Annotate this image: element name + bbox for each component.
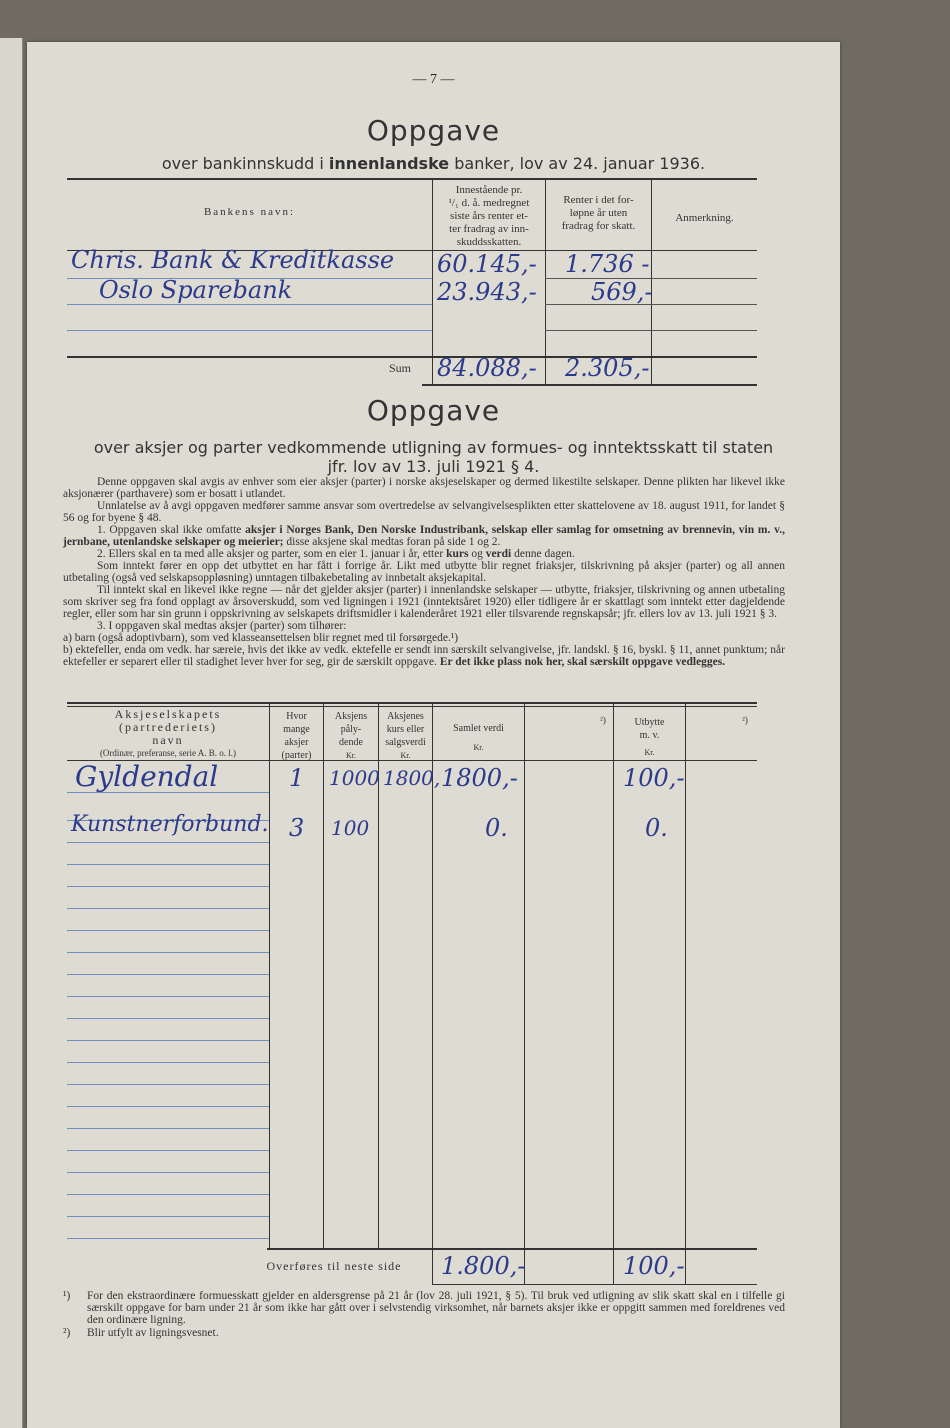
sum-label: Sum	[388, 361, 411, 375]
share-row-2-total: 0.	[485, 814, 508, 842]
sum-balance: 84.088,-	[437, 354, 537, 382]
bank-name-header: Bankens navn:	[203, 206, 296, 218]
note-2-mark-a: ²)	[600, 715, 606, 725]
company-name-header: Aksjeselskapets (partrederiets) navn (Ordinær, preferanse, serie A. B. o. l.)	[99, 707, 237, 758]
bank-row-2-name: Oslo Sparebank	[99, 276, 293, 304]
section2-title: Oppgave	[366, 394, 501, 427]
remarks-header: Anmerkning.	[675, 212, 734, 224]
share-row-2-count: 3	[289, 814, 305, 842]
share-row-1-count: 1	[289, 764, 305, 792]
section1-subtitle: over bankinnskudd i innenlandske banker, lov av 24. januar 1936.	[161, 154, 706, 173]
share-row-1-total: 1800,-	[441, 764, 518, 792]
share-row-2-name: Kunstnerforbund.	[71, 812, 269, 837]
bank-row-1-name: Chris. Bank & Kreditkasse	[71, 246, 395, 274]
bank-row-1-interest: 1.736 -	[565, 250, 650, 278]
share-row-2-dividend: 0.	[645, 814, 668, 842]
share-row-1-nominal: 1000	[329, 766, 380, 790]
sum-interest: 2.305,-	[565, 354, 650, 382]
note-2-mark-b: ²)	[742, 715, 748, 725]
bank-row-2-balance: 23.943,-	[437, 278, 537, 306]
share-row-1-rate: 1800,	[383, 766, 441, 790]
nominal-header: Aksjens påly- dende Kr.	[334, 711, 368, 760]
total-header: Samlet verdi Kr.	[453, 723, 504, 752]
share-row-2-nominal: 100	[331, 816, 370, 840]
share-row-1-dividend: 100,-	[623, 764, 685, 792]
bank-row-1-balance: 60.145,-	[437, 250, 537, 278]
section2-subtitle-1: over aksjer og parter vedkommende utligning av formues- og inntektsskatt til staten	[93, 438, 774, 457]
balance-header: Innestående pr. ¹/₁ d. å. medregnet siste års renter et- ter fradrag av inn- skuddsskatten.	[448, 184, 530, 248]
document-page	[27, 42, 840, 1428]
rate-header: Aksjenes kurs eller salgsverdi Kr.	[385, 711, 426, 760]
carry-forward-total: 1.800,-	[441, 1252, 526, 1280]
previous-page-edge	[0, 38, 23, 1428]
bank-row-2-interest: 569,-	[591, 278, 653, 306]
section2-subtitle-2: jfr. lov av 13. juli 1921 § 4.	[327, 457, 540, 476]
section1-title: Oppgave	[366, 114, 501, 147]
carry-forward-label: Overføres til neste side	[266, 1259, 402, 1273]
footnotes: ¹) For den ekstraordinære formuesskatt gjelder en aldersgrense på 21 år (lov 28. juli 1921, § 5). Til bruk ved utligning av slik skatt skal en i tilfelle gi særskilt oppgave for barn under 21 år som ikke har gått over i selvstendig virksomhet, når barnets aksjer ikke er oppgitt sammen med foreldrenes ved den ordinære ligning. ²) Blir utfylt av ligningsvesnet.	[63, 1290, 785, 1339]
dividend-header: Utbytte m. v. Kr.	[634, 717, 665, 757]
instructions: Denne oppgaven skal avgis av enhver som eier aksjer (parter) i norske aksjeselskaper og dermed likestilte selskaper. Denne plikten har likevel ikke aksjonærer (parthavere) som er bosatt i utlandet. Unnlatelse av å avgi oppgaven medfører samme ansvar som overtredelse av selvangivelsesplikten etter skattelovene av 18. august 1911, for landet § 56 og for byene § 48. 1. Oppgaven skal ikke omfatte aksjer i Norges Bank, Den Norske Industribank, selskap eller samlag for omsetning av brennevin, vin m. v., jernbane, utenlandske selskaper og meierier; disse aksjene skal medtas foran på side 1 og 2. 2. Ellers skal en ta med alle aksjer og parter, som en eier 1. januar i år, etter kurs og verdi denne dagen. Som inntekt fører en opp det utbyttet en har fått i forrige år. Likt med utbytte blir regnet friaksjer, tilskrivning på aksjer (parter) og all annen utbetaling (også ved selskapsoppløsning) unntagen tilbakebetaling av innbetalt aksjekapital. Til inntekt skal en likevel ikke regne — når det gjelder aksjer (parter) i innenlandske selskaper — utbytte, friaksjer, tilskrivning og annen utbetaling som skriver seg fra fond opplagt av årsoverskudd, som ved ligningen i 1921 (inntektsåret 1920) eller tidligere år er skattlagt som inntekt etter dagjeldende regler, eller som har sin grunn i oppskrivning av selskapets driftsmidler i kalenderåret 1921 eller tilsvarende regnskapsår; jfr. ellers lov av 13. juli 1921 § 3. 3. I oppgaven skal medtas aksjer (parter) som tilhører: a) barn (også adoptivbarn), som ved klasseansettelsen blir regnet med til forsørgede.¹) b) ektefeller, enda om vedk. har særeie, hvis det ikke av vedk. ektefelle er sendt inn særskilt selvangivelse, jfr. landskl. § 16, byskl. § 11, annet punktum; når ektefeller er separert eller til stadighet lever hver for seg, gir de særskilt oppgave. Er det ikke plass nok her, skal særskilt oppgave vedlegges.	[63, 476, 785, 668]
page-number: — 7 —	[412, 72, 455, 87]
count-header: Hvor mange aksjer (parter)	[281, 711, 312, 761]
interest-header: Renter i det for- løpne år uten fradrag for skatt.	[561, 194, 636, 232]
share-row-1-name: Gyldendal	[75, 760, 219, 793]
carry-forward-dividend: 100,-	[623, 1252, 685, 1280]
